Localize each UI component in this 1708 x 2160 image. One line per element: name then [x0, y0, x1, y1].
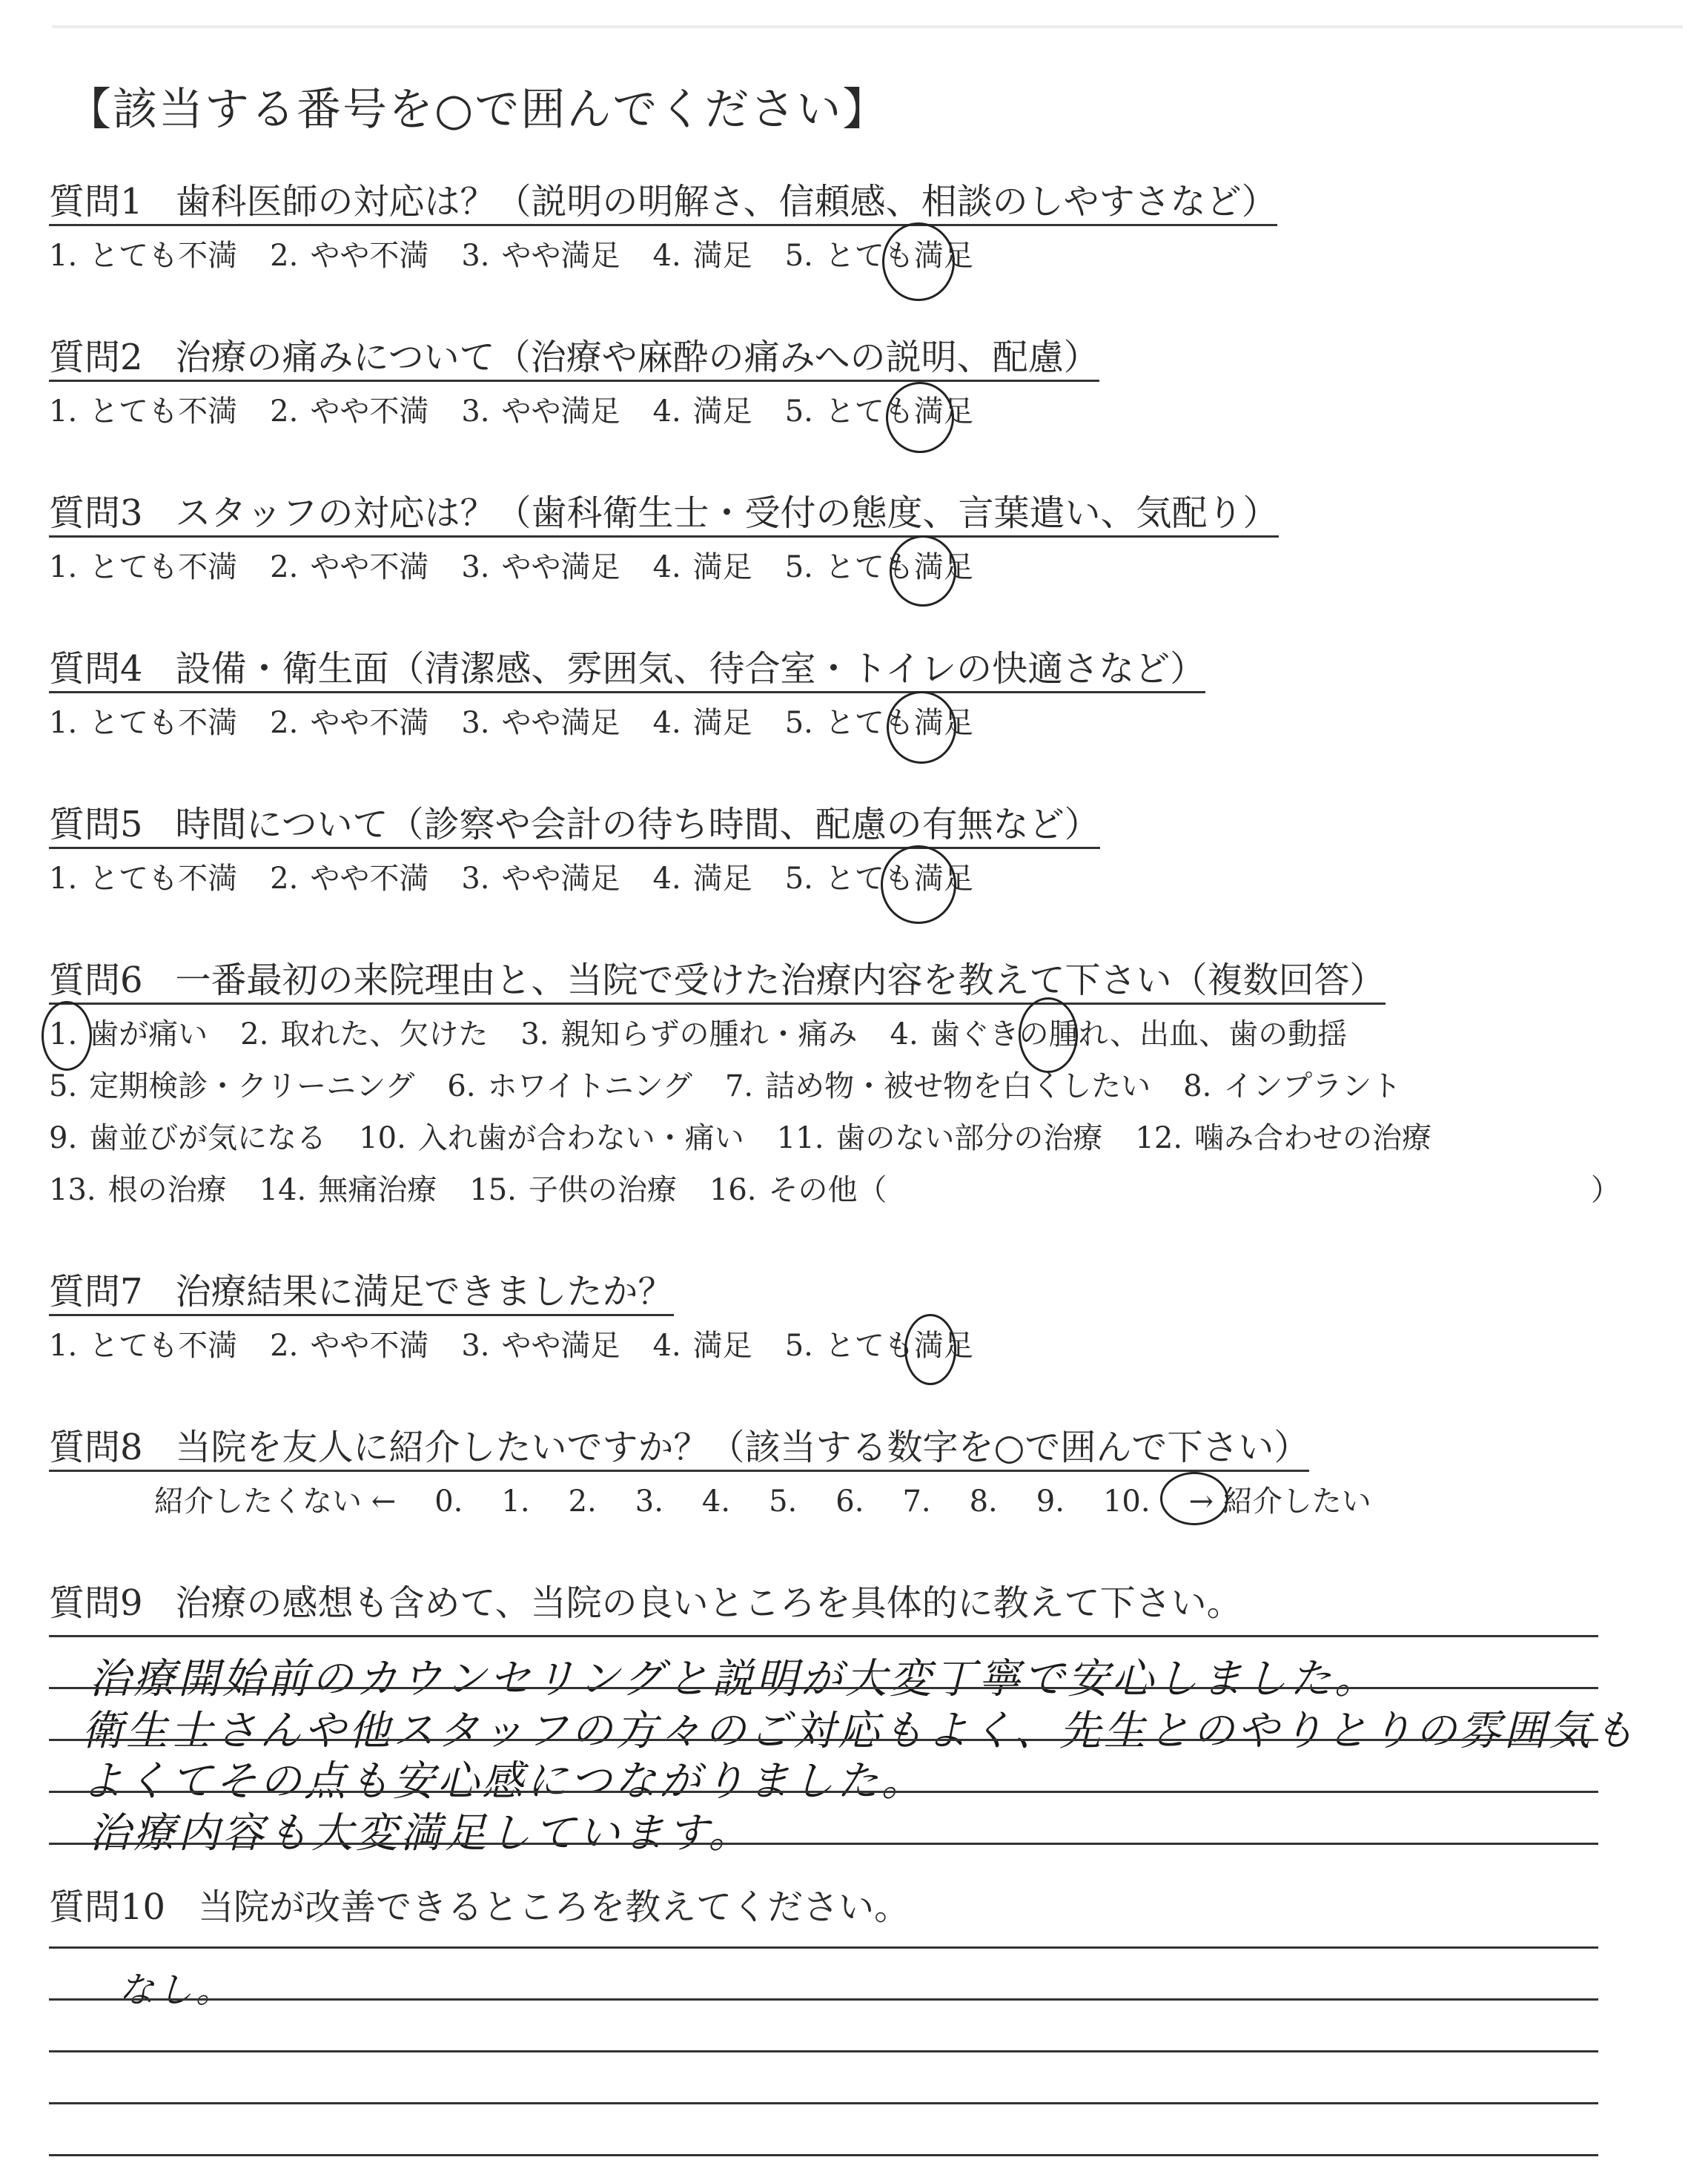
q8-scale-10[interactable]: 10.	[1102, 1484, 1151, 1519]
question-9-text: 治療の感想も含めて、当院の良いところを具体的に教えて下さい。	[175, 1582, 1242, 1624]
q7-option-4[interactable]: 4. 満足	[652, 1329, 752, 1363]
question-6	[49, 962, 1386, 1005]
question-6-text: 一番最初の来院理由と、当院で受けた治療内容を教えて下さい（複数回答）	[175, 960, 1386, 1001]
question-1-text: 歯科医師の対応は？（説明の明解さ、信頼感、相談のしやすさなど）	[175, 181, 1277, 222]
q6-option-8[interactable]: 8. インプラント	[1183, 1069, 1402, 1103]
question-2-options	[49, 394, 1006, 429]
q7-option-1[interactable]: 1. とても不満	[49, 1329, 238, 1363]
q9-answer-line-3[interactable]: よくてその点も安心感につながりました。	[82, 1757, 926, 1806]
question-1-label: 質問1	[49, 181, 143, 222]
question-1-heading	[49, 181, 1277, 226]
q10-answer-line-top	[49, 1946, 1598, 1949]
q8-right-label: → 紹介したい	[1188, 1484, 1371, 1519]
q1-option-4[interactable]: 4. 満足	[652, 239, 752, 273]
question-6-heading	[49, 962, 1386, 1005]
q8-scale-0[interactable]: 0.	[434, 1484, 463, 1519]
q2-option-5[interactable]: 5. とても満足	[784, 394, 973, 429]
question-2-text: 治療の痛みについて（治療や麻酔の痛みへの説明、配慮）	[175, 337, 1099, 378]
question-10-text: 当院が改善できるところを教えてください。	[198, 1886, 910, 1928]
top-edge-line	[52, 25, 1683, 28]
q8-left-label: 紹介したくない ←	[154, 1484, 397, 1519]
question-3-heading	[49, 492, 1279, 538]
q6-options-row-2	[49, 1071, 1434, 1101]
q9-answer-line-4[interactable]: 治療内容も大変満足しています。	[89, 1809, 753, 1857]
q10-answer-line-rule-4	[49, 2154, 1598, 2156]
q6-option-12[interactable]: 12. 噛み合わせの治療	[1135, 1121, 1432, 1155]
q8-scale-4[interactable]: 4.	[701, 1484, 731, 1519]
q9-answer-line-rule-1	[49, 1687, 1598, 1689]
q4-option-1[interactable]: 1. とても不満	[49, 706, 238, 740]
q1-option-5[interactable]: 5. とても満足	[784, 239, 973, 273]
question-5-heading	[49, 804, 1100, 849]
q9-answer-line-top	[49, 1635, 1598, 1637]
q3-option-1[interactable]: 1. とても不満	[49, 550, 238, 584]
q7-option-5[interactable]: 5. とても満足	[784, 1329, 973, 1363]
q4-option-2[interactable]: 2. やや不満	[270, 706, 429, 740]
question-4-label: 質問4	[49, 648, 143, 690]
q10-answer-line-rule-3	[49, 2102, 1598, 2104]
question-3	[49, 492, 1279, 538]
q7-option-3[interactable]: 3. やや満足	[461, 1329, 620, 1363]
q8-scale-6[interactable]: 6.	[835, 1484, 864, 1519]
question-8-text: 当院を友人に紹介したいですか？（該当する数字を○で囲んで下さい）	[175, 1427, 1310, 1468]
question-7	[49, 1271, 674, 1316]
question-7-text: 治療結果に満足できましたか？	[175, 1271, 674, 1312]
question-5-label: 質問5	[49, 804, 143, 845]
q6-option-14[interactable]: 14. 無痛治療	[259, 1173, 437, 1207]
q8-scale-5[interactable]: 5.	[769, 1484, 798, 1519]
q8-scale-1[interactable]: 1.	[501, 1484, 530, 1519]
q2-option-4[interactable]: 4. 満足	[652, 394, 752, 429]
question-2	[49, 337, 1099, 382]
q6-options-row-3	[49, 1123, 1464, 1153]
q6-options-row-1	[49, 1017, 1380, 1051]
q2-option-3[interactable]: 3. やや満足	[461, 394, 620, 429]
question-3-text: スタッフの対応は？（歯科衛生士・受付の態度、言葉遣い、気配り）	[175, 492, 1279, 534]
q5-option-1[interactable]: 1. とても不満	[49, 862, 238, 896]
q5-option-2[interactable]: 2. やや不満	[270, 862, 429, 896]
q6-option-9[interactable]: 9. 歯並びが気になる	[49, 1121, 327, 1155]
q8-scale	[154, 1484, 1410, 1519]
q9-answer-line-2[interactable]: 衛生士さんや他スタッフの方々のご対応もよく、先生とのやりとりの雰囲気も	[82, 1707, 1638, 1755]
question-9-heading	[49, 1582, 1242, 1625]
q10-answer-line-rule-2	[49, 2050, 1598, 2052]
q8-scale-8[interactable]: 8.	[969, 1484, 998, 1519]
q6-option-15[interactable]: 15. 子供の治療	[469, 1173, 677, 1207]
question-7-options	[49, 1331, 1006, 1361]
question-8-heading	[49, 1427, 1310, 1472]
question-4-heading	[49, 648, 1206, 693]
q8-scale-7[interactable]: 7.	[902, 1484, 931, 1519]
q6-option-16[interactable]: 16. その他（	[709, 1173, 887, 1207]
q6-option-11[interactable]: 11. 歯のない部分の治療	[776, 1121, 1103, 1155]
q4-option-3[interactable]: 3. やや満足	[461, 706, 620, 740]
q6-option-3[interactable]: 3. 親知らずの腫れ・痛み	[520, 1017, 858, 1051]
q5-option-3[interactable]: 3. やや満足	[461, 862, 620, 896]
question-10-heading	[49, 1886, 910, 1929]
q6-other-close-paren: ）	[1591, 1173, 1621, 1207]
q1-option-3[interactable]: 3. やや満足	[461, 239, 620, 273]
q5-option-4[interactable]: 4. 満足	[652, 862, 752, 896]
q8-scale-2[interactable]: 2.	[568, 1484, 597, 1519]
q2-option-2[interactable]: 2. やや不満	[270, 394, 429, 429]
q5-option-5[interactable]: 5. とても満足	[784, 862, 973, 896]
question-10	[49, 1886, 910, 1929]
q9-answer-line-rule-4	[49, 1843, 1598, 1845]
question-9-label: 質問9	[49, 1582, 143, 1624]
question-7-label: 質問7	[49, 1271, 143, 1312]
question-9	[49, 1582, 1242, 1625]
q4-option-4[interactable]: 4. 満足	[652, 706, 752, 740]
question-10-label: 質問10	[49, 1886, 166, 1928]
q1-option-1[interactable]: 1. とても不満	[49, 239, 238, 273]
question-8-label: 質問8	[49, 1427, 143, 1468]
q3-option-5[interactable]: 5. とても満足	[784, 550, 973, 584]
q8-scale-9[interactable]: 9.	[1036, 1484, 1065, 1519]
question-4-options	[49, 708, 1006, 738]
q6-options-row-4	[49, 1175, 920, 1205]
question-4-text: 設備・衛生面（清潔感、雰囲気、待合室・トイレの快適さなど）	[175, 648, 1206, 690]
page-title: 【該当する番号を○で囲んでください】	[67, 84, 889, 136]
question-3-options	[49, 552, 1006, 582]
q2-option-1[interactable]: 1. とても不満	[49, 394, 238, 429]
q9-answer-line-rule-3	[49, 1791, 1598, 1793]
q6-option-2[interactable]: 2. 取れた、欠けた	[240, 1017, 489, 1051]
question-1-options	[49, 241, 1006, 271]
q9-answer-line-1[interactable]: 治療開始前のカウンセリングと説明が大変丁寧で安心しました。	[89, 1655, 1379, 1703]
question-3-label: 質問3	[49, 492, 143, 534]
q6-option-13[interactable]: 13. 根の治療	[49, 1173, 227, 1207]
q6-option-1[interactable]: 1. 歯が痛い	[49, 1017, 208, 1051]
q3-option-2[interactable]: 2. やや不満	[270, 550, 429, 584]
q4-option-5[interactable]: 5. とても満足	[784, 706, 973, 740]
question-1	[49, 181, 1277, 226]
question-6-label: 質問6	[49, 960, 143, 1001]
question-8	[49, 1427, 1310, 1472]
q1-option-2[interactable]: 2. やや不満	[270, 239, 429, 273]
q10-answer-line-1[interactable]: なし。	[119, 1969, 235, 2011]
question-2-label: 質問2	[49, 337, 143, 378]
question-2-heading	[49, 337, 1099, 382]
q3-option-3[interactable]: 3. やや満足	[461, 550, 620, 584]
question-4	[49, 648, 1206, 693]
q3-option-4[interactable]: 4. 満足	[652, 550, 752, 584]
q6-option-10[interactable]: 10. 入れ歯が合わない・痛い	[359, 1121, 744, 1155]
q6-option-7[interactable]: 7. 詰め物・被せ物を白くしたい	[724, 1069, 1151, 1103]
q6-option-4[interactable]: 4. 歯ぐきの腫れ、出血、歯の動揺	[890, 1017, 1348, 1051]
question-5	[49, 804, 1100, 849]
q10-answer-line-rule-1	[49, 1998, 1598, 2001]
question-5-text: 時間について（診察や会計の待ち時間、配慮の有無など）	[175, 804, 1100, 845]
q6-option-6[interactable]: 6. ホワイトニング	[447, 1069, 692, 1103]
q8-scale-3[interactable]: 3.	[635, 1484, 663, 1519]
q6-option-5[interactable]: 5. 定期検診・クリーニング	[49, 1069, 415, 1103]
question-5-options	[49, 864, 1006, 894]
question-7-heading	[49, 1271, 674, 1316]
q7-option-2[interactable]: 2. やや不満	[270, 1329, 429, 1363]
q9-answer-line-rule-2	[49, 1739, 1598, 1741]
